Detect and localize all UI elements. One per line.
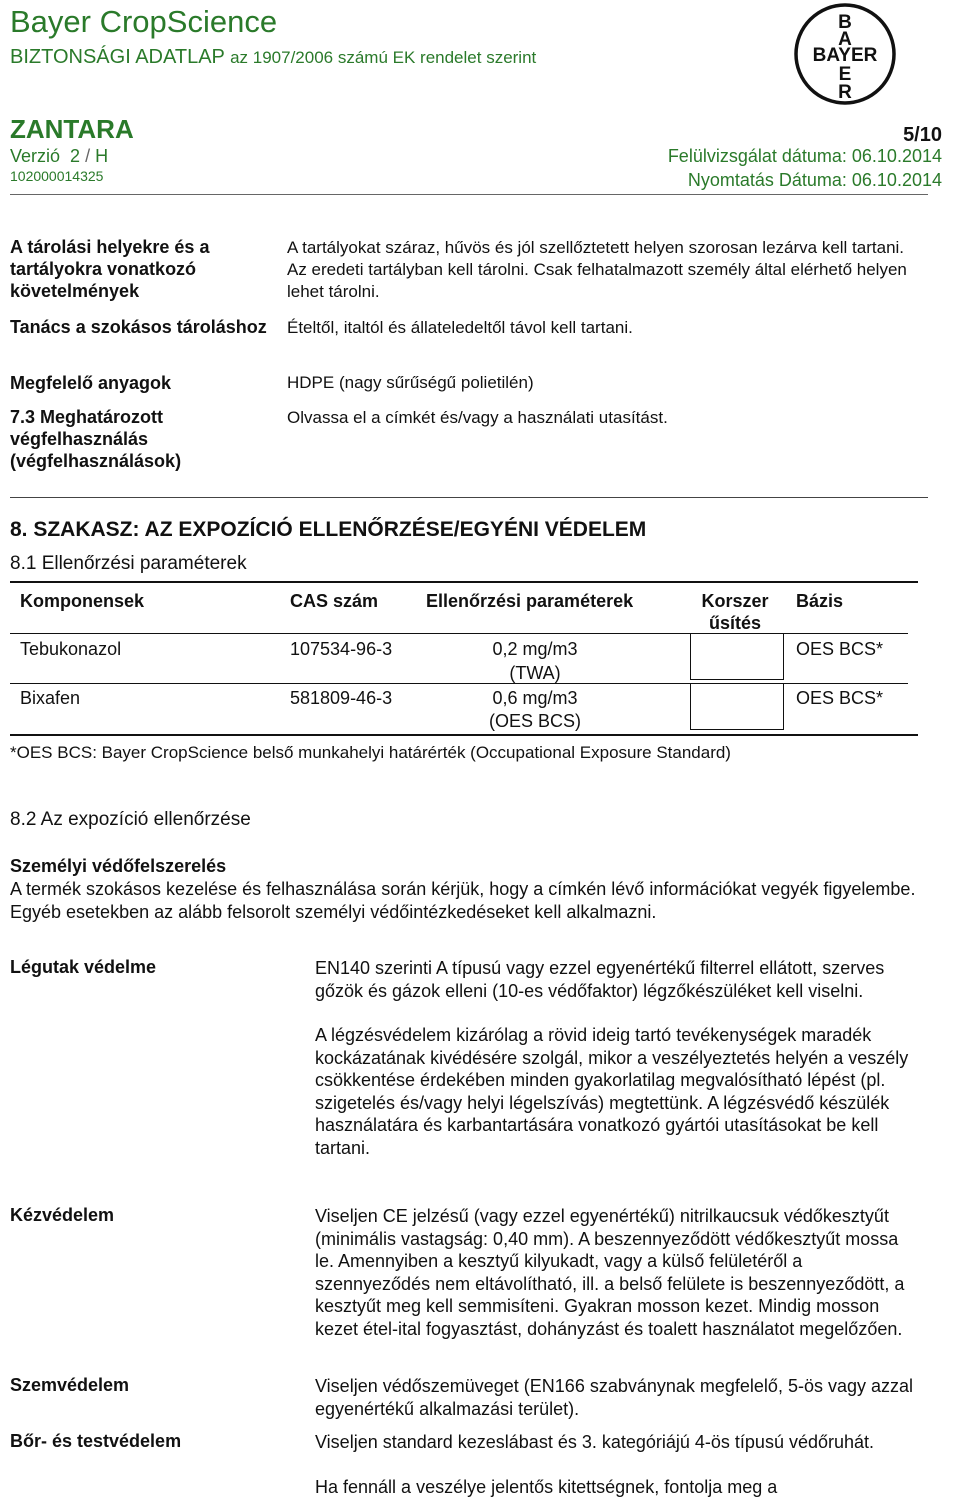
table-header-update: Korszer űsítés [701,591,769,633]
table-row-line [782,633,908,634]
eye-protection-label: Szemvédelem [10,1375,130,1395]
row1-component: Tebukonazol [20,639,122,659]
respiratory-text-2: A légzésvédelem kizárólag a rövid ideig tartó tevékenységek maradék kockázatának kivédésére szolgál, mikor a veszélyeztetés helyén a veszély csökkentése érdekében minden gyakorlatilag megvalósítható lépést (pl. szigetelés és/vagy helyi légelszívás) megtettünk. A légzésvédő készülék használatára és karbantartására vonatkozó gyártói utasításokat be kell tartani. [315,1025,909,1158]
skin-protection-label: Bőr- és testvédelem [10,1431,182,1451]
row1-param-type: (TWA) [509,663,561,683]
brand-name: Bayer CropScience [10,4,278,39]
table-top-border [10,581,918,583]
end-use-label: 7.3 Meghatározott végfelhasználás (végfelhasználások) [10,407,182,471]
row2-component: Bixafen [20,688,81,708]
version-letter: H [95,146,109,166]
respiratory-text-1: EN140 szerinti A típusú vagy ezzel egyenértékű filterrel ellátott, szerves gőzök és gázok elleni (10-es védőfaktor) légzőkészüléket kell viselni. [315,958,885,1001]
table-footnote: *OES BCS: Bayer CropScience belső munkahelyi határérték (Occupational Exposure Standard) [10,743,731,762]
product-code: 102000014325 [10,168,104,184]
svg-text:BAYER: BAYER [812,45,878,66]
skin-protection-text-1: Viseljen standard kezeslábast és 3. kategóriájú 4-ös típusú védőruhát. [315,1432,875,1452]
skin-protection-text-2: Ha fennáll a veszélye jelentős kitettségnek, fontolja meg a [315,1477,778,1497]
svg-text:A: A [838,29,852,50]
table-header-basis: Bázis [796,591,844,611]
hand-protection-text: Viseljen CE jelzésű (vagy ezzel egyenértékű) nitrilkaucsuk védőkesztyűt (minimális vastagság: 0,40 mm). A beszennyeződött védőkesztyűt mossa le. Amennyiben a kesztyű kilyukadt, vagy a külső felületéről a szennyeződés nem eltávolítható, ill. a belső felülete is beszennyeződött, a kesztyűt meg kell semmisíteni. Gyakran mosson kezet. Mindig mosson kezet étel-ital fogyasztást, dohányzást és toalett használatot megelőzően. [315,1206,905,1339]
row1-basis: OES BCS* [796,639,884,659]
hand-protection-label: Kézvédelem [10,1205,115,1225]
section-divider [10,497,928,498]
storage-requirements-text: A tartályokat száraz, hűvös és jól szellőztetett helyen szorosan lezárva kell tartani. Az eredeti tartályban kell tárolni. Csak felhatalmazott személy által elérhető helyen lehet tárolni. [287,238,907,301]
version-line [10,146,108,167]
table-header-cas: CAS szám [290,591,379,611]
revision-date: Felülvizsgálat dátuma: 06.10.2014 [667,146,942,166]
table-row-line [10,683,690,684]
row2-cas: 581809-46-3 [290,688,393,708]
row2-param: 0,6 mg/m3 [492,688,578,708]
header-divider [10,194,928,195]
table-row-line [782,683,908,684]
print-date: Nyomtatás Dátuma: 06.10.2014 [687,170,942,190]
ppe-heading: Személyi védőfelszerelés [10,856,227,876]
page-number: 5/10 [903,124,942,146]
version-label: Verzió [10,146,61,166]
suitable-materials-label: Megfelelő anyagok [10,373,172,393]
row1-cas: 107534-96-3 [290,639,393,659]
svg-text:R: R [838,82,852,103]
exposure-control-heading: 8.2 Az expozíció ellenőrzése [10,809,251,830]
version-separator: / [85,146,91,166]
table-header-params: Ellenőrzési paraméterek [426,591,634,611]
bayer-cross-logo [793,2,897,106]
svg-text:E: E [838,64,852,85]
product-name: ZANTARA [10,114,134,144]
row2-basis: OES BCS* [796,688,884,708]
version-value: 2 [70,146,81,166]
end-use-text: Olvassa el a címkét és/vagy a használati utasítást. [287,408,668,427]
storage-advice-text: Ételtől, italtól és állateledeltől távol kell tartani. [287,318,633,337]
svg-text:B: B [838,12,852,33]
section8-title: 8. SZAKASZ: AZ EXPOZÍCIÓ ELLENŐRZÉSE/EGYÉNI VÉDELEM [10,518,647,541]
eye-protection-text: Viseljen védőszemüveget (EN166 szabványnak megfelelő, 5-ös vagy azzal egyenértékű alkalmazási terület). [315,1376,913,1419]
table-bottom-border [10,734,918,736]
table-header-components: Komponensek [20,591,145,611]
table-row-line [10,633,690,634]
control-params-heading: 8.1 Ellenőrzési paraméterek [10,553,247,574]
storage-requirements-label: A tárolási helyekre és a tartályokra vonatkozó követelmények [10,237,210,301]
doc-type: BIZTONSÁGI ADATLAP [10,46,225,68]
row1-param: 0,2 mg/m3 [492,639,578,659]
suitable-materials-text: HDPE (nagy sűrűségű polietilén) [287,373,534,392]
table-update-cell [690,683,784,730]
table-update-cell [690,633,784,680]
row2-param-type: (OES BCS) [488,711,581,731]
storage-advice-label: Tanács a szokásos tároláshoz [10,317,267,337]
ppe-intro-text: A termék szokásos kezelése és felhasználása során kérjük, hogy a címkén lévő információkat vegyék figyelembe. Egyéb esetekben az alább felsorolt személyi védőintézkedéseket kell alkalmazni. [10,879,916,922]
regulation: az 1907/2006 számú EK rendelet szerint [230,48,537,67]
doc-type-line [10,46,536,69]
respiratory-label: Légutak védelme [10,957,157,977]
